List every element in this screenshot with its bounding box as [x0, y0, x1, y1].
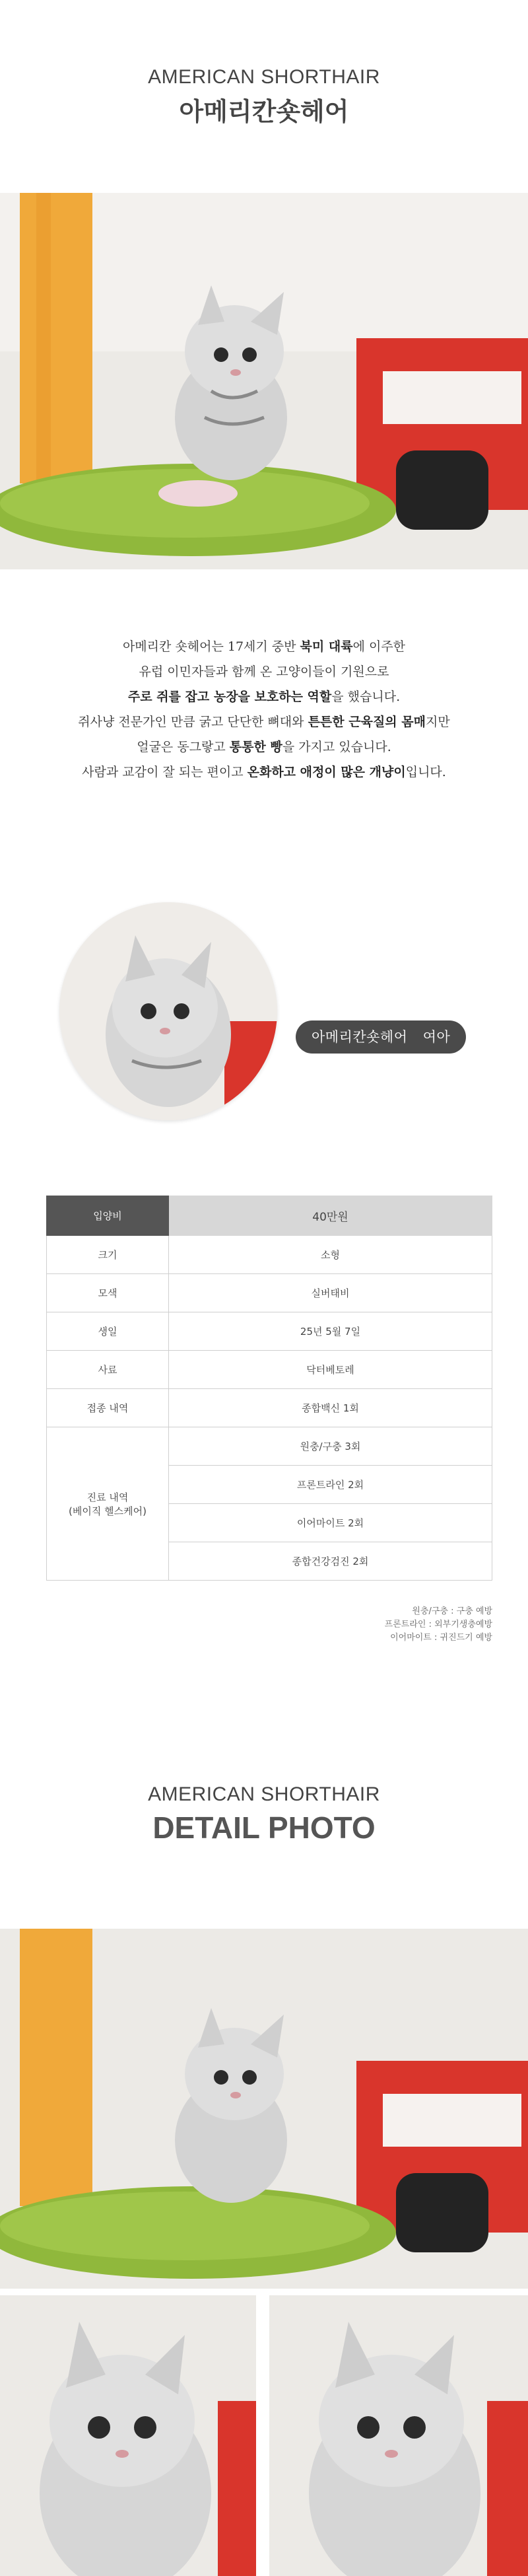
description-text: 아메리칸 숏헤어는 17세기 중반 — [122, 639, 300, 654]
treatment-value: 이어마이트 2회 — [169, 1504, 492, 1542]
description-text: 쥐사냥 전문가인 만큼 굵고 단단한 뼈대와 — [78, 715, 308, 729]
adoption-info-table — [46, 1196, 492, 1581]
detail-title-english: AMERICAN SHORTHAIR — [148, 1783, 380, 1805]
description-emphasis: 주로 쥐를 잡고 농장을 보호하는 역할 — [127, 690, 332, 704]
description-text: 입니다. — [405, 765, 446, 779]
kitten-avatar — [59, 902, 277, 1120]
table-footnotes — [385, 1605, 492, 1645]
page-header — [0, 66, 528, 127]
footnote: 이어마이트 : 귀진드기 예방 — [390, 1633, 492, 1643]
treatment-value: 종합건강검진 2회 — [169, 1542, 492, 1581]
detail-title: DETAIL PHOTO — [152, 1810, 376, 1845]
row-value: 25년 5월 7일 — [169, 1312, 492, 1351]
description-emphasis: 온화하고 애정이 많은 개냥이 — [247, 765, 406, 779]
description-text: 얼굴은 동그랗고 — [137, 740, 230, 754]
row-label: 사료 — [47, 1351, 169, 1389]
row-label: 접종 내역 — [47, 1389, 169, 1427]
description-line — [0, 734, 528, 760]
detail-photo-main — [0, 1929, 528, 2289]
row-value: 닥터베토레 — [169, 1351, 492, 1389]
price-label: 입양비 — [47, 1196, 169, 1236]
row-value: 종합백신 1회 — [169, 1389, 492, 1427]
treatment-value: 원충/구충 3회 — [169, 1427, 492, 1466]
description-line — [0, 760, 528, 785]
page-title-korean: 아메리칸숏헤어 — [179, 97, 349, 126]
breed-label: 아메리칸숏헤어 — [312, 1029, 408, 1045]
footnote: 프론트라인 : 외부기생충예방 — [384, 1620, 492, 1629]
description-emphasis: 통통한 빵 — [229, 740, 282, 754]
breed-description — [0, 634, 528, 785]
description-emphasis: 북미 대륙 — [300, 639, 353, 654]
description-text: 유럽 이민자들과 함께 온 고양이들이 기원으로 — [139, 664, 389, 679]
table-row — [47, 1274, 492, 1312]
description-line — [0, 709, 528, 734]
treatment-label — [47, 1427, 169, 1581]
row-value: 실버태비 — [169, 1274, 492, 1312]
detail-photo-left — [0, 2295, 256, 2576]
table-row — [47, 1236, 492, 1274]
row-value: 소형 — [169, 1236, 492, 1274]
price-value: 40만원 — [169, 1196, 492, 1236]
table-row — [47, 1196, 492, 1236]
hero-kitten-photo — [0, 193, 528, 569]
description-text: 사람과 교감이 잘 되는 편이고 — [82, 765, 248, 779]
description-text: 에 이주한 — [352, 639, 406, 654]
table-row — [47, 1312, 492, 1351]
detail-header — [0, 1783, 528, 1845]
table-row — [47, 1351, 492, 1389]
table-row — [47, 1389, 492, 1427]
description-line — [0, 634, 528, 659]
treatment-label-sub: (베이직 헬스케어) — [69, 1505, 147, 1517]
gender-label: 여아 — [422, 1029, 451, 1045]
description-emphasis: 튼튼한 근육질의 몸매 — [308, 715, 426, 729]
kitten-name-badge — [296, 1020, 466, 1054]
row-label: 모색 — [47, 1274, 169, 1312]
row-label: 생일 — [47, 1312, 169, 1351]
description-line — [0, 659, 528, 684]
description-text: 을 가지고 있습니다. — [282, 740, 391, 754]
treatment-label-line: 진료 내역 — [86, 1491, 129, 1503]
table-row — [47, 1427, 492, 1466]
footnote: 원충/구충 : 구충 예방 — [412, 1606, 492, 1616]
page-title-english: AMERICAN SHORTHAIR — [148, 66, 380, 88]
description-text: 지만 — [425, 715, 450, 729]
row-label: 크기 — [47, 1236, 169, 1274]
detail-photo-right — [269, 2295, 528, 2576]
treatment-value: 프론트라인 2회 — [169, 1466, 492, 1504]
description-line — [0, 684, 528, 709]
description-text: 을 했습니다. — [331, 690, 401, 704]
